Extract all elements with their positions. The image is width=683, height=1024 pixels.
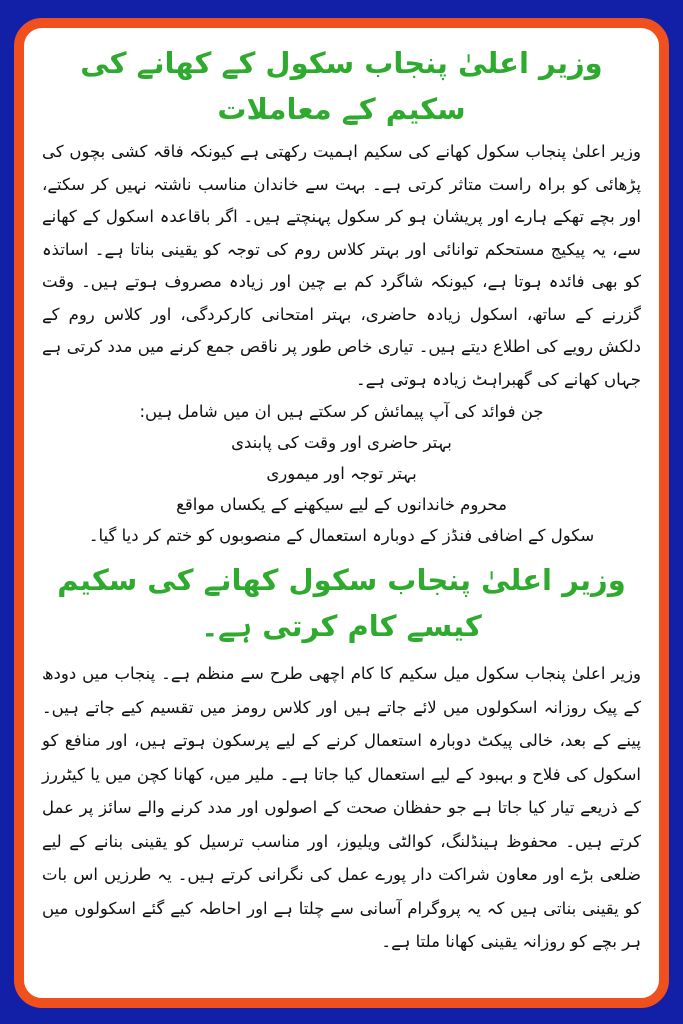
benefits-intro: جن فوائد کی آپ پیمائش کر سکتے ہیں ان میں شامل ہیں: bbox=[139, 402, 544, 421]
benefit-item: سکول کے اضافی فنڈز کے دوبارہ استعمال کے منصوبوں کو ختم کر دیا گیا۔ bbox=[88, 526, 595, 545]
article bbox=[24, 28, 659, 959]
benefit-item: بہتر توجہ اور میموری bbox=[266, 464, 417, 483]
section2-paragraph: وزیر اعلیٰ پنجاب سکول میل سکیم کا کام اچھی طرح سے منظم ہے۔ پنجاب میں دودھ کے پیک روزانہ اسکولوں میں لائے جاتے ہیں اور کلاس رومز میں تقسیم کیے جاتے ہیں۔ پینے کے بعد، خالی پیکٹ دوبارہ استعمال کرنے کے لیے پرسکون ہوتے ہیں، اور منافع کو اسکول کی فلاح و بہبود کے لیے استعمال کیا جاتا ہے۔ ملیر میں، کھانا کچن میں یا کیٹررز کے ذریعے تیار کیا جاتا ہے جو حفظان صحت کے اصولوں اور مدد کرنے والے سائز پر عمل کرتے ہیں۔ محفوظ ہینڈلنگ، کوالٹی ویلیوز، اور مناسب ترسیل کو یقینی بنانے کے لیے ضلعی بڑے اور معاون شراکت دار پورے عمل کی نگرانی کرتے ہیں۔ یہ طرزیں اس بات کو یقینی بناتی ہیں کہ یہ پروگرام آسانی سے چلتا ہے اور احاطہ کیے گئے اسکولوں میں ہر بچے کو روزانہ یقینی کھانا ملتا ہے۔ bbox=[42, 664, 641, 951]
orange-frame bbox=[14, 18, 669, 1008]
section2-heading: وزیر اعلیٰ پنجاب سکول کھانے کی سکیم کیسے کام کرتی ہے۔ bbox=[57, 563, 626, 643]
benefit-item: محروم خاندانوں کے لیے سیکھنے کے یکساں مواقع bbox=[176, 495, 507, 514]
benefit-item: بہتر حاضری اور وقت کی پابندی bbox=[231, 433, 452, 452]
section1-paragraph: وزیر اعلیٰ پنجاب سکول کھانے کی سکیم اہمیت رکھتی ہے کیونکہ فاقہ کشی بچوں کی پڑھائی کو براہ راست متاثر کرتی ہے۔ بہت سے خاندان مناسب ناشتہ نہیں کر سکتے، اور بچے تھکے ہارے اور پریشان ہو کر سکول پہنچتے ہیں۔ اگر باقاعدہ اسکول کے کھانے سے، یہ پیکیج مستحکم توانائی اور بہتر کلاس روم کی توجہ کو یقینی بناتا ہے۔ اساتذہ کو بھی فائدہ ہوتا ہے، کیونکہ شاگرد کم بے چین اور زیادہ مصروف ہوتے ہیں۔ وقت گزرنے کے ساتھ، اسکول زیادہ حاضری، بہتر امتحانی کارکردگی، اور کلاس روم کے دلکش رویے کی اطلاع دیتے ہیں۔ تیاری خاص طور پر ناقص جمع کرنے میں مدد کرتی ہے جہاں کھانے کی گھبراہٹ زیادہ ہوتی ہے۔ bbox=[42, 142, 641, 389]
section1-heading: وزیر اعلیٰ پنجاب سکول کے کھانے کی سکیم کے معاملات bbox=[80, 46, 603, 126]
